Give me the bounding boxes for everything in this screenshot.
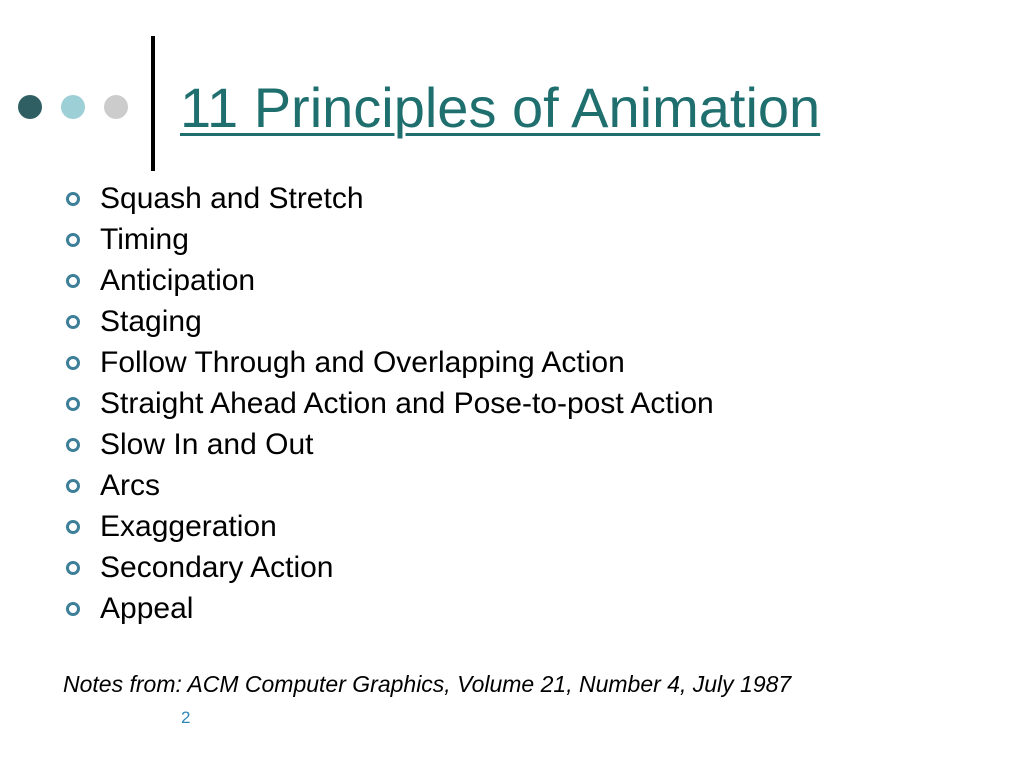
bullet-circle-icon	[66, 356, 80, 370]
bullet-item	[62, 588, 714, 629]
slide-title: 11 Principles of Animation	[180, 76, 821, 139]
bullet-text: Arcs	[100, 469, 160, 502]
bullet-item	[62, 301, 714, 342]
bullet-item	[62, 178, 714, 219]
bullet-circle-icon	[66, 438, 80, 452]
bullet-circle-icon	[66, 520, 80, 534]
bullet-circle-icon	[66, 233, 80, 247]
bullet-item	[62, 424, 714, 465]
title-divider	[151, 36, 155, 171]
bullet-item	[62, 547, 714, 588]
bullet-list	[62, 178, 714, 629]
bullet-text: Squash and Stretch	[100, 182, 364, 215]
bullet-text: Timing	[100, 223, 189, 256]
bullet-text: Exaggeration	[100, 510, 277, 543]
bullet-item	[62, 465, 714, 506]
decor-dot-gray-icon	[104, 95, 128, 119]
bullet-item	[62, 219, 714, 260]
bullet-text: Slow In and Out	[100, 428, 314, 461]
bullet-text: Secondary Action	[100, 551, 334, 584]
bullet-circle-icon	[66, 397, 80, 411]
decor-dot-teal-icon	[61, 95, 85, 119]
decor-dot-dark-icon	[18, 95, 42, 119]
bullet-circle-icon	[66, 192, 80, 206]
page-number: 2	[181, 708, 191, 727]
bullet-text: Appeal	[100, 592, 194, 625]
bullet-item	[62, 383, 714, 424]
bullet-text: Follow Through and Overlapping Action	[100, 346, 625, 379]
bullet-text: Staging	[100, 305, 202, 338]
bullet-circle-icon	[66, 274, 80, 288]
bullet-text: Anticipation	[100, 264, 256, 297]
bullet-circle-icon	[66, 561, 80, 575]
bullet-text: Straight Ahead Action and Pose-to-post Action	[100, 387, 714, 420]
bullet-circle-icon	[66, 479, 80, 493]
bullet-item	[62, 342, 714, 383]
bullet-circle-icon	[66, 602, 80, 616]
bullet-item	[62, 506, 714, 547]
source-note: Notes from: ACM Computer Graphics, Volume 21, Number 4, July 1987	[63, 671, 792, 697]
bullet-item	[62, 260, 714, 301]
bullet-circle-icon	[66, 315, 80, 329]
